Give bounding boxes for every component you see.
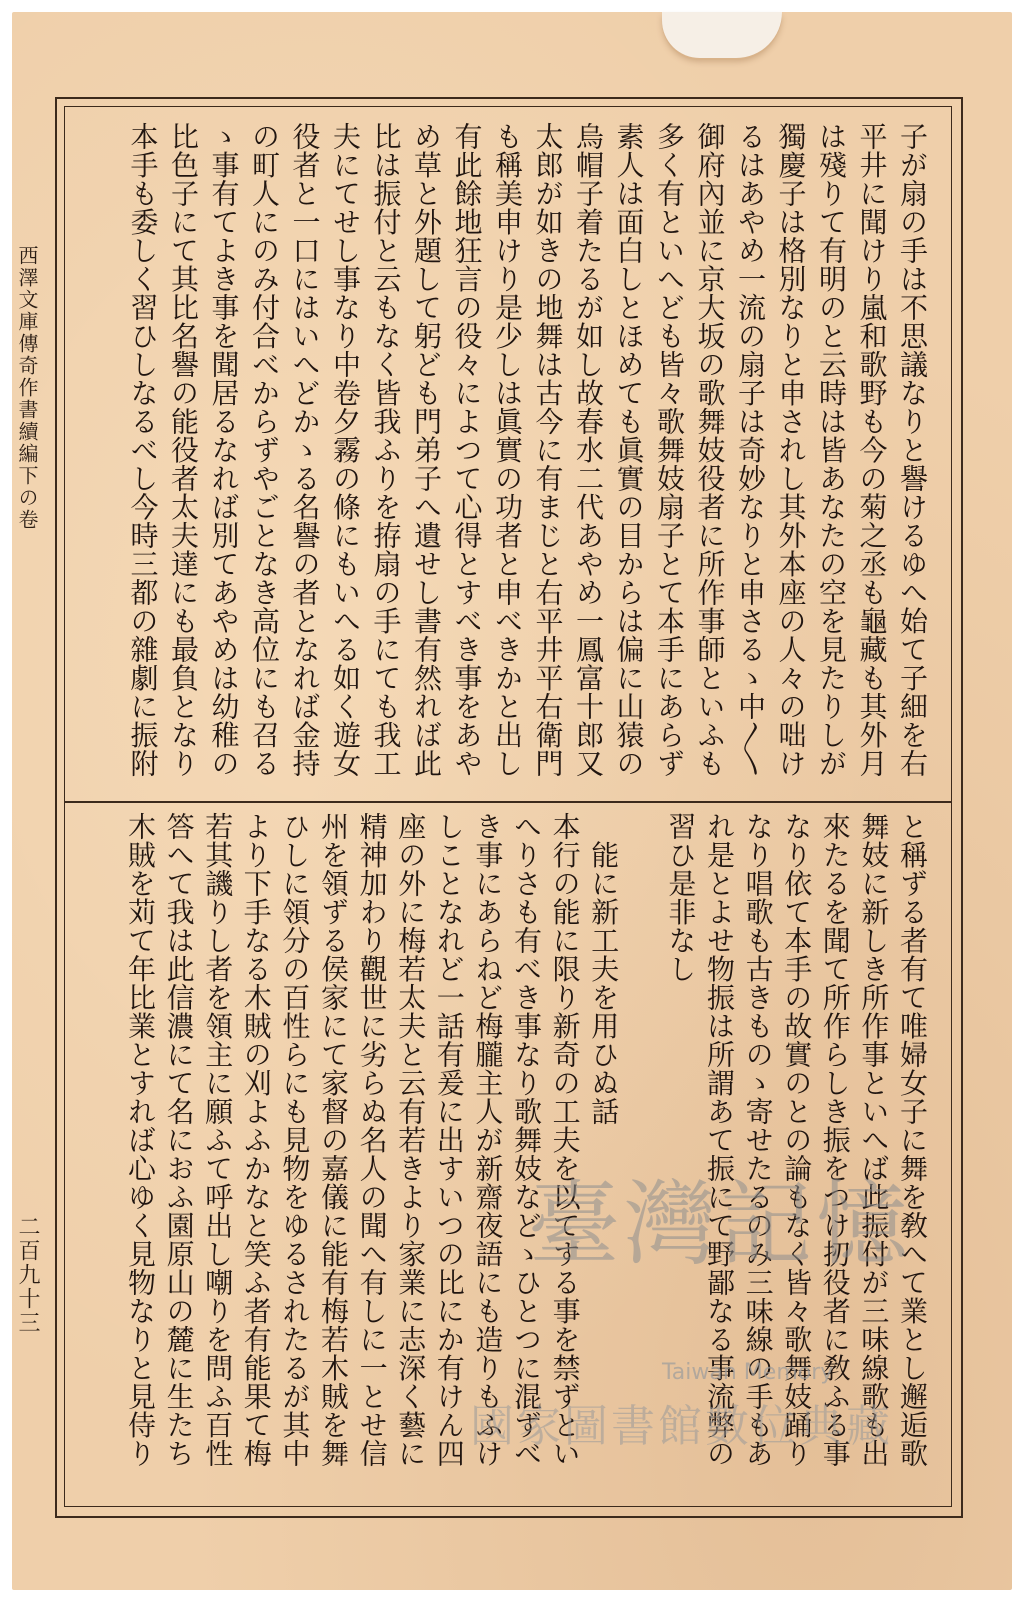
lower-column: へりさも有べき事なり歌舞妓などゝひとつに混ずべ — [510, 812, 543, 1468]
lower-column: 木賊を苅て年比業とすれば心ゆく見物なりと見侍り — [124, 812, 157, 1468]
upper-column: 比は振付と云もなく皆我ふりを拵扇の手にても我工 — [369, 122, 403, 778]
upper-column: 比色子にて其比名譽の能役者太夫達にも最負となり — [167, 122, 200, 778]
lower-column: 來たるを聞て所作らしき振をつけ扨役者に敎ふる事 — [818, 812, 852, 1468]
lower-column: 答へて我は此信濃にて名におふ園原山の麓に生たち — [162, 812, 196, 1468]
upper-column: 多く有といへども皆々歌舞妓扇子とて本手にあらず — [653, 122, 686, 778]
lower-column: より下手なる木賊の刈よふかなと笑ふ者有能果て梅 — [239, 812, 273, 1468]
watermark-chinese: 臺灣記憶 — [527, 1171, 912, 1278]
paper-damage — [662, 12, 782, 58]
register-divider — [64, 801, 952, 803]
upper-column: は殘りて有明のと云時は皆あなたの空を見たりしが — [815, 122, 848, 778]
lower-column: 習ひ是非なし — [664, 812, 698, 983]
upper-column: 有此餘地狂言の役々によつて心得とすべき事をあや — [450, 122, 484, 778]
upper-column: 役者と一口にはいへどかゝる名譽の者となれば金持 — [288, 122, 322, 778]
upper-column: も稱美申けり是少しは眞實の功者と申べきかと出し — [491, 122, 524, 778]
running-head: 西澤文庫傳奇作書續編下の卷 — [15, 245, 39, 531]
upper-column: るはあやめ一流の扇子は奇妙なりと申さるゝ中〳〵 — [734, 122, 767, 777]
lower-column: 若其譏りし者を領主に願ふて呼出し嘲りを問ふ百性 — [201, 812, 235, 1468]
lower-column: なり唱歌も古きものゝ寄せたるのみ三味線の手もあ — [741, 812, 775, 1468]
upper-column: 烏帽子着たるが如し故春水二代あやめ一鳳富十郎又 — [572, 122, 605, 778]
lower-column: 能に新工夫を用ひぬ話 — [587, 812, 621, 1126]
lower-column: 舞妓に新しき所作事といへば此振付が三味線歌も出 — [857, 812, 891, 1468]
upper-column: 平井に聞けり嵐和歌野も今の菊之丞も龜藏も其外月 — [855, 122, 889, 778]
lower-column: しことなれど一話有爰に出すいつの比にか有けん四 — [432, 812, 466, 1468]
watermark — [450, 1171, 990, 1295]
lower-column: なり依て本手の故實のとの論もなく皆々歌舞妓踊り — [780, 812, 814, 1468]
page-number: 二百九十三 — [15, 1215, 40, 1335]
lower-column: 座の外に梅若太夫と云有若きより家業に志深く藝に — [394, 812, 428, 1468]
upper-column: 本手も委しく習ひしなるべし今時三都の雜劇に振附 — [126, 122, 160, 778]
upper-column: め草と外題して躬ども門弟子へ遺せし書有然れば此 — [410, 122, 443, 778]
lower-column: 精神加わり觀世に劣らぬ名人の聞へ有しに一とせ信 — [355, 812, 389, 1468]
lower-column: と稱ずる者有て唯婦女子に舞を敎へて業とし邂逅歌 — [896, 812, 929, 1468]
lower-column: 本行の能に限り新奇の工夫を以てする事を禁ずとい — [548, 812, 582, 1468]
upper-column: 太郎が如きの地舞は古今に有まじと右平井平右衛門 — [531, 122, 565, 778]
lower-column: 州を領ずる侯家にて家督の嘉儀に能有梅若木賊を舞 — [317, 812, 350, 1468]
upper-column: の町人にのみ付合べからずやごとなき高位にも召る — [248, 122, 281, 778]
upper-column: 御府內並に京大坂の歌舞妓役者に所作事師といふも — [693, 122, 727, 778]
upper-column: 夫にてせし事なり中卷夕霧の條にもいへる如く遊女 — [329, 122, 362, 778]
upper-column: 素人は面白しとほめても眞實の目からは偏に山猿の — [612, 122, 646, 778]
lower-column: れ是とよせ物振は所謂あて振にて野鄙なる事流弊の — [703, 812, 736, 1468]
upper-column: 子が扇の手は不思議なりと譽けるゆへ始て子細を右 — [896, 122, 929, 778]
watermark-library: 國家圖書館數位典藏 — [470, 1401, 893, 1452]
upper-column: 獨慶子は格別なりと申されし其外本座の人々の咄け — [774, 122, 808, 778]
upper-column: ゝ事有てよき事を聞居るなれば別てあやめは幼稚の — [207, 122, 241, 778]
lower-column: き事にあらねど梅朧主人が新齋夜語にも造りもふけ — [471, 812, 505, 1468]
lower-column: ひしに領分の百性らにも見物をゆるされたるが其中 — [278, 812, 312, 1468]
watermark-english: Taiwan Memory — [662, 1360, 834, 1385]
